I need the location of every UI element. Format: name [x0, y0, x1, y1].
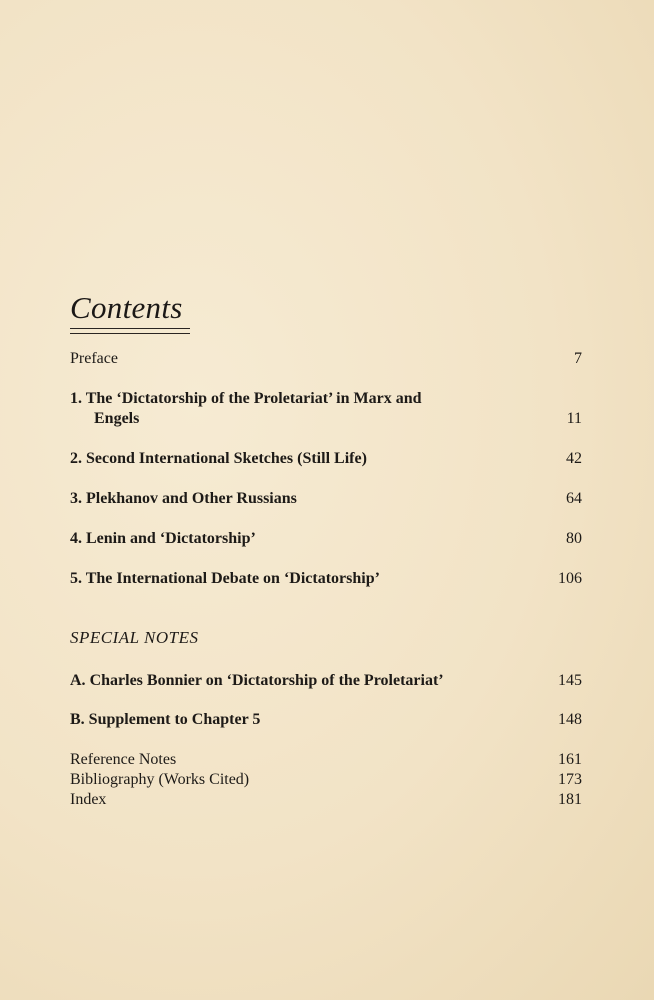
chapter-title: The International Debate on ‘Dictatorship’: [85, 570, 380, 587]
toc-entry-label: [70, 530, 256, 548]
toc-page-number: 11: [566, 410, 582, 427]
toc-entry-label: [70, 672, 444, 690]
special-notes-heading: SPECIAL NOTES: [70, 628, 199, 647]
toc-page-number: 80: [566, 530, 582, 547]
toc-entry-label: Preface: [70, 350, 118, 367]
toc-page-number: 148: [558, 711, 582, 728]
toc-page-number: 145: [558, 672, 582, 689]
chapter-title: Lenin and ‘Dictatorship’: [86, 530, 256, 547]
toc-page-number: 173: [558, 771, 582, 788]
toc-page-number: 106: [558, 570, 582, 587]
toc-entry-label: Index: [70, 791, 107, 808]
toc-entry-label: [70, 570, 380, 588]
toc-entry-label: [70, 450, 367, 468]
toc-entry-label: Bibliography (Works Cited): [70, 771, 250, 788]
toc-entry-label: [70, 490, 297, 508]
toc-entry-label: [70, 711, 260, 729]
toc-entry-label: [70, 390, 422, 408]
title-double-rule: [70, 328, 190, 334]
contents-title: Contents: [70, 290, 183, 325]
chapter-number: 4.: [70, 530, 82, 547]
toc-entry-label: Reference Notes: [70, 751, 177, 768]
chapter-number: 1.: [70, 390, 82, 407]
note-title: Charles Bonnier on ‘Dictatorship of the Proletariat’: [89, 672, 444, 689]
chapter-title-line-2: Engels: [94, 410, 140, 427]
chapter-number: 5.: [70, 570, 82, 587]
chapter-title-line-1: The ‘Dictatorship of the Proletariat’ in Marx and: [85, 390, 422, 407]
note-letter: A.: [70, 672, 86, 689]
toc-page-number: 181: [558, 791, 582, 808]
note-title: Supplement to Chapter 5: [88, 711, 261, 728]
toc-page-number: 64: [566, 490, 582, 507]
chapter-number: 3.: [70, 490, 82, 507]
toc-page-number: 161: [558, 751, 582, 768]
chapter-title: Plekhanov and Other Russians: [86, 490, 297, 507]
toc-page-number: 7: [574, 350, 582, 367]
note-letter: B.: [70, 711, 85, 728]
chapter-title: Second International Sketches (Still Life): [86, 450, 367, 467]
chapter-number: 2.: [70, 450, 82, 467]
toc-page-number: 42: [566, 450, 582, 467]
